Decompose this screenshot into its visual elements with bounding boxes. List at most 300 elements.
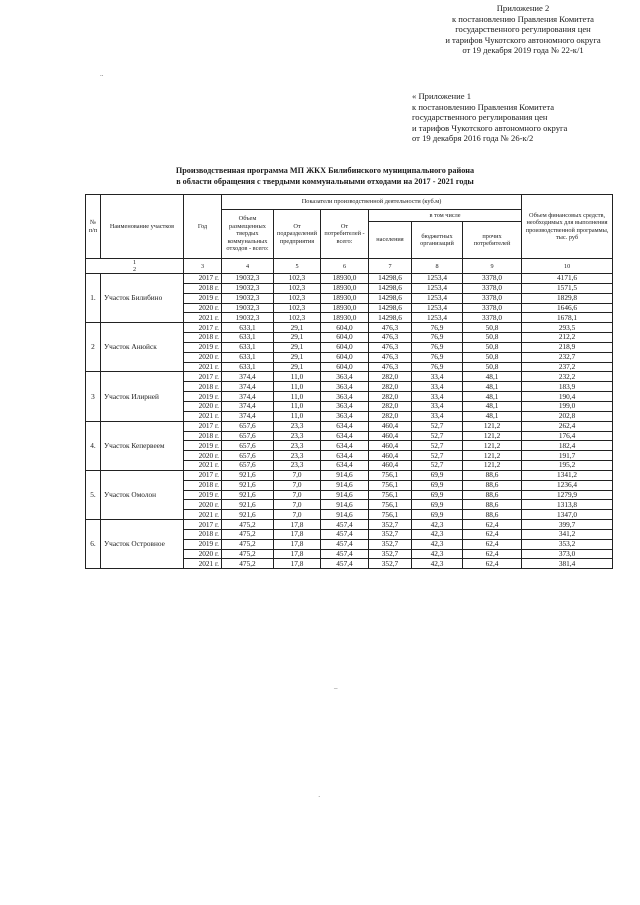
value-cell: 914,6 [321, 510, 369, 520]
site-name: Участок Илирней [101, 372, 184, 421]
site-name: Участок Билибино [101, 274, 184, 323]
value-cell: 237,2 [522, 362, 613, 372]
value-cell: 48,1 [463, 372, 522, 382]
value-cell: 457,4 [321, 520, 369, 530]
value-cell: 7,0 [274, 470, 321, 480]
value-cell: 88,6 [463, 480, 522, 490]
value-cell: 52,7 [412, 431, 463, 441]
value-cell: 23,3 [274, 461, 321, 471]
year-cell: 2020 г. [184, 549, 222, 559]
value-cell: 33,4 [412, 392, 463, 402]
value-cell: 69,9 [412, 490, 463, 500]
year-cell: 2017 г. [184, 421, 222, 431]
table-row [86, 274, 613, 284]
value-cell: 218,9 [522, 342, 613, 352]
appendix-1-line: и тарифов Чукотского автономного округа [412, 122, 568, 133]
value-cell: 363,4 [321, 401, 369, 411]
year-cell: 2019 г. [184, 293, 222, 303]
value-cell: 374,4 [222, 372, 274, 382]
value-cell: 33,4 [412, 411, 463, 421]
appendix-2-line: и тарифов Чукотского автономного округа [445, 34, 601, 45]
value-cell: 3378,0 [463, 303, 522, 313]
year-cell: 2019 г. [184, 342, 222, 352]
value-cell: 48,1 [463, 392, 522, 402]
value-cell: 460,4 [369, 431, 412, 441]
table-row [86, 421, 613, 431]
value-cell: 604,0 [321, 333, 369, 343]
column-number: 8 [412, 259, 463, 274]
value-cell: 14298,6 [369, 283, 412, 293]
year-cell: 2020 г. [184, 451, 222, 461]
year-cell: 2017 г. [184, 323, 222, 333]
value-cell: 399,7 [522, 520, 613, 530]
table-row [86, 520, 613, 530]
value-cell: 42,3 [412, 559, 463, 569]
table-body [86, 274, 613, 569]
site-name: Участок Островное [101, 520, 184, 569]
site-number: 4. [86, 421, 101, 470]
value-cell: 52,7 [412, 451, 463, 461]
year-cell: 2021 г. [184, 362, 222, 372]
title-line: в области обращения с твердыми коммунальными отходами на 2017 - 2021 годы [176, 176, 474, 186]
value-cell: 23,3 [274, 421, 321, 431]
value-cell: 50,8 [463, 362, 522, 372]
value-cell: 756,1 [369, 470, 412, 480]
value-cell: 19032,3 [222, 274, 274, 284]
site-number: 5. [86, 470, 101, 519]
value-cell: 475,2 [222, 549, 274, 559]
value-cell: 212,2 [522, 333, 613, 343]
value-cell: 1313,8 [522, 500, 613, 510]
value-cell: 282,0 [369, 372, 412, 382]
value-cell: 50,8 [463, 333, 522, 343]
value-cell: 634,4 [321, 461, 369, 471]
value-cell: 476,3 [369, 323, 412, 333]
value-cell: 7,0 [274, 490, 321, 500]
col-site-header: Наименование участков [101, 195, 184, 259]
col-from-consumers-header: От потребителей - всего: [321, 210, 369, 259]
value-cell: 756,1 [369, 500, 412, 510]
year-cell: 2018 г. [184, 333, 222, 343]
value-cell: 19032,3 [222, 283, 274, 293]
production-program-table [85, 194, 613, 569]
appendix-1-header [412, 91, 612, 144]
value-cell: 23,3 [274, 441, 321, 451]
value-cell: 18930,0 [321, 274, 369, 284]
appendix-2-line: государственного регулирования цен [455, 24, 591, 35]
value-cell: 19032,3 [222, 303, 274, 313]
value-cell: 7,0 [274, 500, 321, 510]
indicators-group-header: Показатели производственной деятельности (куб.м) [222, 195, 522, 210]
value-cell: 102,3 [274, 283, 321, 293]
table-row [86, 372, 613, 382]
value-cell: 262,4 [522, 421, 613, 431]
value-cell: 23,3 [274, 451, 321, 461]
value-cell: 33,4 [412, 382, 463, 392]
value-cell: 199,0 [522, 401, 613, 411]
value-cell: 3378,0 [463, 313, 522, 323]
value-cell: 76,9 [412, 352, 463, 362]
value-cell: 62,4 [463, 549, 522, 559]
value-cell: 11,0 [274, 392, 321, 402]
appendix-2-line: от 19 декабря 2019 года № 22-к/1 [462, 45, 584, 56]
value-cell: 232,2 [522, 372, 613, 382]
value-cell: 657,6 [222, 461, 274, 471]
value-cell: 29,1 [274, 323, 321, 333]
value-cell: 475,2 [222, 539, 274, 549]
year-cell: 2020 г. [184, 303, 222, 313]
value-cell: 457,4 [321, 529, 369, 539]
year-cell: 2019 г. [184, 392, 222, 402]
value-cell: 921,6 [222, 510, 274, 520]
value-cell: 7,0 [274, 480, 321, 490]
value-cell: 475,2 [222, 529, 274, 539]
value-cell: 11,0 [274, 401, 321, 411]
value-cell: 102,3 [274, 293, 321, 303]
value-cell: 69,9 [412, 480, 463, 490]
value-cell: 756,1 [369, 510, 412, 520]
value-cell: 52,7 [412, 441, 463, 451]
value-cell: 634,4 [321, 441, 369, 451]
value-cell: 1279,9 [522, 490, 613, 500]
site-name: Участок Омолон [101, 470, 184, 519]
value-cell: 121,2 [463, 441, 522, 451]
title-line: Производственная программа МП ЖКХ Билибинского муниципального района [175, 166, 475, 175]
value-cell: 191,7 [522, 451, 613, 461]
value-cell: 374,4 [222, 392, 274, 402]
value-cell: 604,0 [321, 323, 369, 333]
value-cell: 352,7 [369, 539, 412, 549]
value-cell: 62,4 [463, 520, 522, 530]
column-number: 2 [132, 266, 137, 273]
value-cell: 33,4 [412, 372, 463, 382]
value-cell: 460,4 [369, 461, 412, 471]
value-cell: 633,1 [222, 362, 274, 372]
value-cell: 657,6 [222, 431, 274, 441]
value-cell: 352,7 [369, 549, 412, 559]
value-cell: 633,1 [222, 352, 274, 362]
value-cell: 17,8 [274, 539, 321, 549]
value-cell: 1253,4 [412, 274, 463, 284]
value-cell: 29,1 [274, 342, 321, 352]
value-cell: 1236,4 [522, 480, 613, 490]
value-cell: 76,9 [412, 362, 463, 372]
value-cell: 48,1 [463, 382, 522, 392]
appendix-1-line: от 19 декабря 2016 года № 26-к/2 [412, 133, 534, 144]
value-cell: 634,4 [321, 451, 369, 461]
value-cell: 476,3 [369, 333, 412, 343]
value-cell: 69,9 [412, 470, 463, 480]
table-row [86, 323, 613, 333]
col-from-org-header: От подразделений предприятия [274, 210, 321, 259]
value-cell: 1253,4 [412, 303, 463, 313]
value-cell: 102,3 [274, 303, 321, 313]
value-cell: 29,1 [274, 352, 321, 362]
year-cell: 2021 г. [184, 559, 222, 569]
value-cell: 121,2 [463, 461, 522, 471]
value-cell: 604,0 [321, 342, 369, 352]
value-cell: 14298,6 [369, 303, 412, 313]
col-volume-total-header: Объем размещенных твердых коммунальных отходов - всего: [222, 210, 274, 259]
value-cell: 604,0 [321, 362, 369, 372]
site-name: Участок Анюйск [101, 323, 184, 372]
value-cell: 363,4 [321, 382, 369, 392]
year-cell: 2018 г. [184, 480, 222, 490]
year-cell: 2021 г. [184, 461, 222, 471]
value-cell: 1678,1 [522, 313, 613, 323]
value-cell: 50,8 [463, 323, 522, 333]
value-cell: 76,9 [412, 323, 463, 333]
col-no-header: № п/п [86, 195, 101, 259]
value-cell: 1341,2 [522, 470, 613, 480]
value-cell: 18930,0 [321, 293, 369, 303]
value-cell: 475,2 [222, 520, 274, 530]
year-cell: 2021 г. [184, 510, 222, 520]
year-cell: 2018 г. [184, 529, 222, 539]
year-cell: 2017 г. [184, 372, 222, 382]
value-cell: 17,8 [274, 529, 321, 539]
value-cell: 282,0 [369, 392, 412, 402]
value-cell: 11,0 [274, 382, 321, 392]
value-cell: 29,1 [274, 362, 321, 372]
value-cell: 374,4 [222, 411, 274, 421]
value-cell: 62,4 [463, 539, 522, 549]
value-cell: 17,8 [274, 559, 321, 569]
value-cell: 88,6 [463, 510, 522, 520]
value-cell: 352,7 [369, 559, 412, 569]
value-cell: 363,4 [321, 411, 369, 421]
value-cell: 102,3 [274, 274, 321, 284]
column-number: 3 [184, 259, 222, 274]
year-cell: 2018 г. [184, 382, 222, 392]
value-cell: 7,0 [274, 510, 321, 520]
value-cell: 373,0 [522, 549, 613, 559]
col-budget-header: бюджетных организаций [412, 222, 463, 259]
value-cell: 232,7 [522, 352, 613, 362]
value-cell: 88,6 [463, 470, 522, 480]
value-cell: 3378,0 [463, 283, 522, 293]
year-cell: 2017 г. [184, 274, 222, 284]
table-row [86, 470, 613, 480]
value-cell: 657,6 [222, 421, 274, 431]
value-cell: 121,2 [463, 421, 522, 431]
value-cell: 102,3 [274, 313, 321, 323]
value-cell: 18930,0 [321, 303, 369, 313]
year-cell: 2017 г. [184, 520, 222, 530]
value-cell: 914,6 [321, 490, 369, 500]
site-number: 2 [86, 323, 101, 372]
scan-speck: .. [100, 70, 104, 78]
value-cell: 282,0 [369, 411, 412, 421]
value-cell: 634,4 [321, 421, 369, 431]
column-number-row [86, 259, 613, 274]
col-population-header: населения [369, 222, 412, 259]
value-cell: 457,4 [321, 559, 369, 569]
value-cell: 457,4 [321, 539, 369, 549]
value-cell: 121,2 [463, 451, 522, 461]
appendix-2-header [418, 3, 628, 56]
column-number: 7 [369, 259, 412, 274]
value-cell: 914,6 [321, 480, 369, 490]
value-cell: 1829,8 [522, 293, 613, 303]
appendix-1-line: « Приложение 1 [412, 91, 472, 101]
value-cell: 460,4 [369, 441, 412, 451]
year-cell: 2021 г. [184, 411, 222, 421]
value-cell: 11,0 [274, 411, 321, 421]
value-cell: 475,2 [222, 559, 274, 569]
scan-speck: · [318, 793, 321, 801]
year-cell: 2017 г. [184, 470, 222, 480]
value-cell: 195,2 [522, 461, 613, 471]
value-cell: 363,4 [321, 392, 369, 402]
value-cell: 202,8 [522, 411, 613, 421]
value-cell: 921,6 [222, 480, 274, 490]
value-cell: 42,3 [412, 520, 463, 530]
value-cell: 23,3 [274, 431, 321, 441]
appendix-1-line: к постановлению Правления Комитета [412, 101, 555, 112]
value-cell: 1253,4 [412, 293, 463, 303]
value-cell: 11,0 [274, 372, 321, 382]
value-cell: 19032,3 [222, 293, 274, 303]
value-cell: 76,9 [412, 342, 463, 352]
value-cell: 18930,0 [321, 283, 369, 293]
value-cell: 52,7 [412, 421, 463, 431]
value-cell: 42,3 [412, 529, 463, 539]
site-number: 1. [86, 274, 101, 323]
column-number: 4 [222, 259, 274, 274]
value-cell: 374,4 [222, 382, 274, 392]
value-cell: 634,4 [321, 431, 369, 441]
value-cell: 921,6 [222, 470, 274, 480]
value-cell: 914,6 [321, 470, 369, 480]
value-cell: 756,1 [369, 480, 412, 490]
value-cell: 4171,6 [522, 274, 613, 284]
value-cell: 48,1 [463, 411, 522, 421]
value-cell: 633,1 [222, 323, 274, 333]
value-cell: 1253,4 [412, 313, 463, 323]
value-cell: 69,9 [412, 510, 463, 520]
col-finance-header: Объем финансовых средств, необходимых для выполнения производственной программы, тыс. руб [522, 195, 613, 259]
document-title [90, 166, 560, 187]
value-cell: 42,3 [412, 549, 463, 559]
value-cell: 1646,6 [522, 303, 613, 313]
col-other-header: прочих потребителей [463, 222, 522, 259]
value-cell: 121,2 [463, 431, 522, 441]
value-cell: 19032,3 [222, 313, 274, 323]
column-number: 5 [274, 259, 321, 274]
year-cell: 2021 г. [184, 313, 222, 323]
value-cell: 1571,5 [522, 283, 613, 293]
value-cell: 69,9 [412, 500, 463, 510]
value-cell: 29,1 [274, 333, 321, 343]
value-cell: 190,4 [522, 392, 613, 402]
year-cell: 2018 г. [184, 283, 222, 293]
value-cell: 33,4 [412, 401, 463, 411]
value-cell: 3378,0 [463, 274, 522, 284]
value-cell: 182,4 [522, 441, 613, 451]
value-cell: 352,7 [369, 520, 412, 530]
year-cell: 2020 г. [184, 401, 222, 411]
value-cell: 756,1 [369, 490, 412, 500]
value-cell: 341,2 [522, 529, 613, 539]
value-cell: 50,8 [463, 352, 522, 362]
value-cell: 48,1 [463, 401, 522, 411]
year-cell: 2018 г. [184, 431, 222, 441]
value-cell: 374,4 [222, 401, 274, 411]
appendix-1-line: государственного регулирования цен [412, 112, 548, 123]
site-number: 6. [86, 520, 101, 569]
value-cell: 476,3 [369, 342, 412, 352]
value-cell: 352,7 [369, 529, 412, 539]
year-cell: 2019 г. [184, 539, 222, 549]
value-cell: 457,4 [321, 549, 369, 559]
value-cell: 50,8 [463, 342, 522, 352]
year-cell: 2019 г. [184, 441, 222, 451]
value-cell: 460,4 [369, 451, 412, 461]
value-cell: 176,4 [522, 431, 613, 441]
including-header: в том числе [369, 210, 522, 222]
value-cell: 657,6 [222, 441, 274, 451]
column-number: 1 [132, 259, 137, 266]
value-cell: 88,6 [463, 500, 522, 510]
value-cell: 363,4 [321, 372, 369, 382]
column-number: 10 [522, 259, 613, 274]
value-cell: 353,2 [522, 539, 613, 549]
value-cell: 293,5 [522, 323, 613, 333]
value-cell: 14298,6 [369, 313, 412, 323]
value-cell: 18930,0 [321, 313, 369, 323]
value-cell: 657,6 [222, 451, 274, 461]
site-number: 3 [86, 372, 101, 421]
value-cell: 76,9 [412, 333, 463, 343]
site-name: Участок Кепервеем [101, 421, 184, 470]
value-cell: 914,6 [321, 500, 369, 510]
value-cell: 183,9 [522, 382, 613, 392]
year-cell: 2020 г. [184, 500, 222, 510]
value-cell: 604,0 [321, 352, 369, 362]
scan-speck: – [334, 684, 338, 692]
appendix-2-line: к постановлению Правления Комитета [451, 13, 594, 24]
appendix-2-line: Приложение 2 [496, 3, 550, 13]
value-cell: 1253,4 [412, 283, 463, 293]
value-cell: 476,3 [369, 362, 412, 372]
column-number: 6 [321, 259, 369, 274]
value-cell: 88,6 [463, 490, 522, 500]
column-number-cell [86, 259, 184, 274]
value-cell: 633,1 [222, 342, 274, 352]
value-cell: 17,8 [274, 520, 321, 530]
value-cell: 14298,6 [369, 293, 412, 303]
value-cell: 476,3 [369, 352, 412, 362]
value-cell: 921,6 [222, 500, 274, 510]
value-cell: 62,4 [463, 559, 522, 569]
value-cell: 42,3 [412, 539, 463, 549]
year-cell: 2019 г. [184, 490, 222, 500]
year-cell: 2020 г. [184, 352, 222, 362]
value-cell: 14298,6 [369, 274, 412, 284]
col-year-header: Год [184, 195, 222, 259]
value-cell: 1347,0 [522, 510, 613, 520]
value-cell: 381,4 [522, 559, 613, 569]
value-cell: 3378,0 [463, 293, 522, 303]
value-cell: 460,4 [369, 421, 412, 431]
value-cell: 633,1 [222, 333, 274, 343]
column-number: 9 [463, 259, 522, 274]
value-cell: 17,8 [274, 549, 321, 559]
value-cell: 52,7 [412, 461, 463, 471]
value-cell: 282,0 [369, 382, 412, 392]
value-cell: 282,0 [369, 401, 412, 411]
